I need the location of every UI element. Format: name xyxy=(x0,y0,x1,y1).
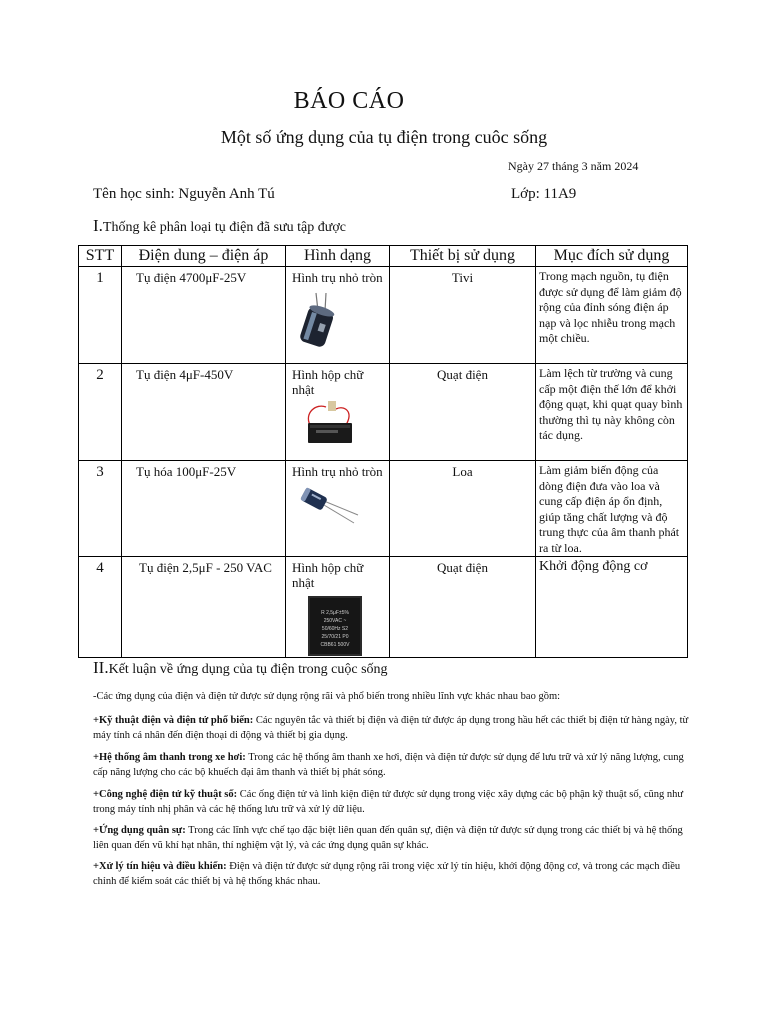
application-body: Điện và điện tử được sử dụng rộng rãi trong việc xử lý tín hiệu, khởi động động cơ, và trong các mạch điều chỉnh để kiểm soát các thiết bị và hệ thống khác nhau. xyxy=(93,861,681,887)
section-1-heading xyxy=(93,216,346,236)
row-shape: Hình hộp chữ nhật xyxy=(292,367,364,397)
application-heading: +Ứng dụng quân sự: xyxy=(93,825,186,836)
application-paragraph xyxy=(93,713,693,743)
application-paragraph xyxy=(93,823,693,853)
application-body: Trong các hệ thống âm thanh xe hơi, điện và điện tử được sử dụng để lưu trữ và xử lý năng lượng, cung cấp năng lượng cho các bộ khuếch đại âm thanh và thiết bị phát sóng. xyxy=(93,752,684,778)
application-paragraph xyxy=(93,750,693,780)
row-device: Loa xyxy=(390,461,536,557)
row-purpose: Trong mạch nguồn, tụ điện được sử dụng để làm giảm độ rộng của đỉnh sóng điện áp nạp và lọc nhiễu trong mạch một chiều. xyxy=(536,267,688,364)
application-body: Các nguyên tắc và thiết bị điện và điện tử được áp dụng trong hầu hết các thiết bị điện tử hàng ngày, từ máy tính cá nhân đến điện thoại di động và thiết bị gia dụng. xyxy=(93,715,689,741)
capacitor-table xyxy=(78,245,688,658)
capacitor-label-line: 25/70/21 P0 xyxy=(321,634,349,640)
application-paragraph xyxy=(93,787,693,817)
application-heading: +Kỹ thuật điện và điện tử phổ biến: xyxy=(93,715,254,726)
row-shape-cell xyxy=(286,267,390,364)
capacitor-label-line: 50/60Hz S2 xyxy=(321,626,349,632)
row-purpose: Khởi động động cơ xyxy=(536,557,688,658)
header-device: Thiết bị sử dụng xyxy=(390,246,536,267)
intro-paragraph: -Các ứng dụng của điện và điện tử được sử dụng rộng rãi và phổ biến trong nhiều lĩnh vực khác nhau bao gồm: xyxy=(93,691,561,702)
capacitor-label-line: CBB61 500V xyxy=(320,642,350,648)
capacitor-label-line: 250VAC ~ xyxy=(323,618,347,624)
row-capacitor: Tụ điện 4μF-450V xyxy=(122,364,286,461)
student-name: Tên học sinh: Nguyễn Anh Tú xyxy=(93,186,275,202)
row-shape-cell xyxy=(286,461,390,557)
row-capacitor: Tụ hóa 100μF-25V xyxy=(122,461,286,557)
section-2-heading xyxy=(93,658,388,678)
application-heading: +Xử lý tín hiệu và điều khiển: xyxy=(93,861,227,872)
cbb61-capacitor-image xyxy=(306,596,364,656)
row-shape: Hình trụ nhỏ tròn xyxy=(292,270,383,285)
row-device: Tivi xyxy=(390,267,536,364)
table-row xyxy=(79,461,688,557)
row-capacitor: Tụ điện 2,5μF - 250 VAC xyxy=(122,557,286,658)
class-label: Lớp: 11A9 xyxy=(511,186,577,202)
small-electrolytic-capacitor-image xyxy=(298,483,368,527)
application-body: Các ống điện tử và linh kiện điện tử được sử dụng trong việc xây dựng các bộ phận kỹ thuật số, cũng như trong máy tính nhị phân và các hệ thống lưu trữ và xử lý dữ liệu. xyxy=(93,789,684,815)
section-1-number: I. xyxy=(93,216,103,235)
capacitor-label-line: R 2,5μF±5% xyxy=(321,610,349,616)
row-device: Quạt điện xyxy=(390,557,536,658)
header-capacitance: Điện dung – điện áp xyxy=(122,246,286,267)
application-body: Trong các lĩnh vực chế tạo đặc biệt liên quan đến quân sự, điện và điện tử được sử dụng trong các thiết bị và hệ thống liên quan đến vũ khí hạt nhân, thí nghiệm vật lý, và các ứng dụng quân sự khác. xyxy=(93,825,683,851)
row-device: Quạt điện xyxy=(390,364,536,461)
row-stt: 4 xyxy=(79,557,122,658)
row-shape-cell xyxy=(286,557,390,658)
row-stt: 2 xyxy=(79,364,122,461)
cylindrical-capacitor-image xyxy=(292,289,342,351)
section-2-text: Kết luận về ứng dụng của tụ điện trong cuộc sống xyxy=(108,662,388,677)
box-capacitor-image xyxy=(302,397,364,449)
table-row xyxy=(79,557,688,658)
application-heading: +Công nghệ điện tử kỹ thuật số: xyxy=(93,789,238,800)
report-subtitle: Một số ứng dụng của tụ điện trong cuôc sống xyxy=(220,127,548,147)
application-paragraph xyxy=(93,859,693,889)
row-shape: Hình hộp chữ nhật xyxy=(292,560,364,590)
report-date: Ngày 27 tháng 3 năm 2024 xyxy=(508,159,639,173)
row-stt: 3 xyxy=(79,461,122,557)
row-stt: 1 xyxy=(79,267,122,364)
header-shape: Hình dạng xyxy=(286,246,390,267)
row-shape-cell xyxy=(286,364,390,461)
table-header-row xyxy=(79,246,688,267)
table-row xyxy=(79,267,688,364)
table-row xyxy=(79,364,688,461)
section-2-number: II. xyxy=(93,658,109,677)
header-purpose: Mục đích sử dụng xyxy=(536,246,688,267)
header-stt: STT xyxy=(79,246,122,267)
report-title: BÁO CÁO xyxy=(293,88,405,114)
row-purpose: Làm giảm biến động của dòng điện đưa vào loa và cung cấp điện áp ổn định, giúp tăng chất lượng và độ trung thực của âm thanh phát ra từ loa. xyxy=(536,461,688,557)
row-capacitor: Tụ điện 4700μF-25V xyxy=(122,267,286,364)
row-purpose: Làm lệch từ trường và cung cấp một điện thế lớn để khởi động quạt, khi quạt quay bình thường thì tụ này không còn tác dụng. xyxy=(536,364,688,461)
section-1-text: Thống kê phân loại tụ điện đã sưu tập được xyxy=(102,220,346,235)
application-heading: +Hệ thống âm thanh trong xe hơi: xyxy=(93,752,246,763)
row-shape: Hình trụ nhỏ tròn xyxy=(292,464,383,479)
